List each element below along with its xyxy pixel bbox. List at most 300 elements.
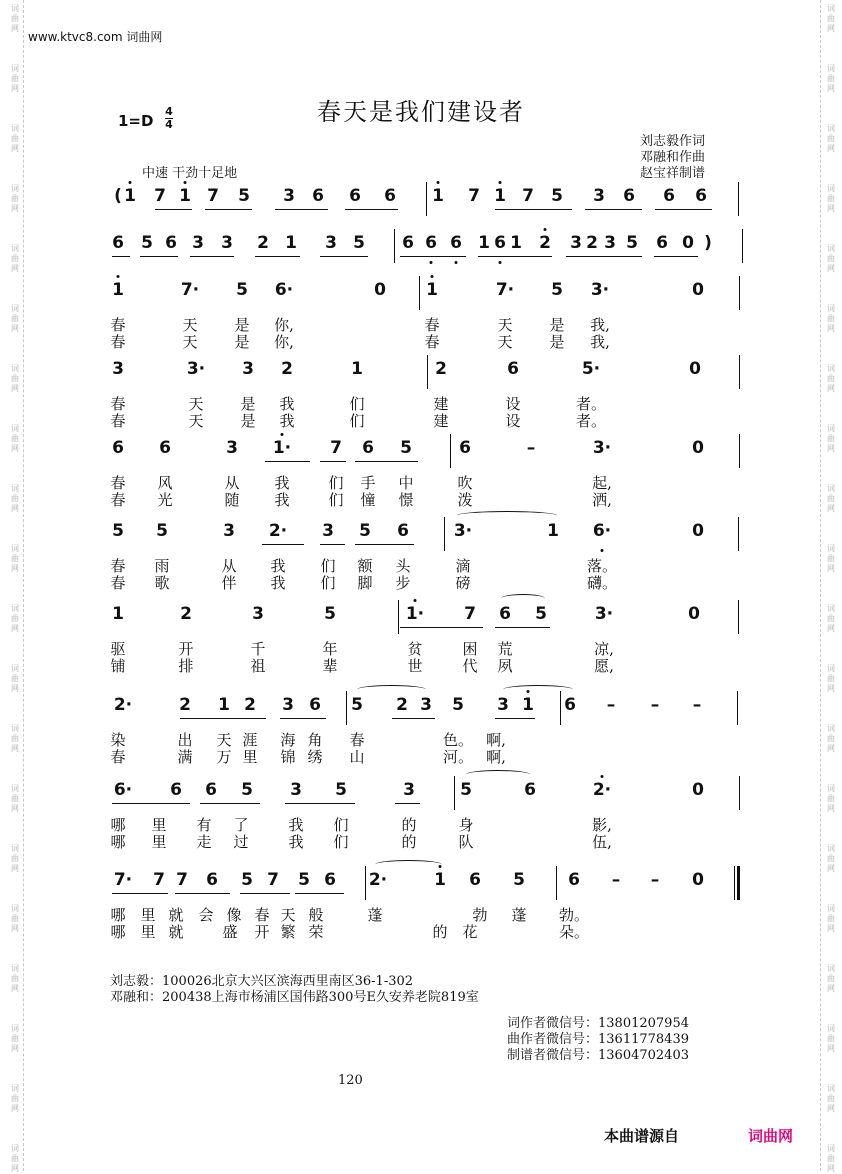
lyric-verse-1: 我 [279,395,295,413]
lyric-verse-2: 歌 [154,574,170,592]
note[interactable]: 6· [592,521,612,541]
note[interactable]: 1 [522,695,534,715]
barline [742,229,743,263]
note[interactable]: 6 [324,870,336,890]
beam-underline [478,256,552,257]
note[interactable]: 5 [238,186,250,206]
beam-underline [655,209,712,210]
beam-underline [280,718,326,719]
watermark-text: 词 曲 网 [11,784,19,813]
note[interactable]: 6 [159,438,171,458]
note[interactable]: 3 [570,233,582,253]
note[interactable]: 3 [112,359,124,379]
lyric-verse-2: 是 [549,333,565,351]
lyric-verse-1: 手 [360,474,376,492]
lyric-verse-2: 愿, [594,657,614,675]
lyric-verse-2: 铺 [110,657,126,675]
note[interactable]: 3 [242,359,254,379]
lyric-verse-2: 们 [349,412,365,430]
note[interactable]: 5 [400,438,412,458]
lyric-verse-2: 你, [274,333,294,351]
lyric-verse-2: 憧 [360,491,376,509]
note[interactable]: 2 [180,604,192,624]
barline [398,600,399,634]
lyric-verse-1: 千 [250,640,266,658]
lyric-verse-2: 我 [270,574,286,592]
note[interactable]: 5 [535,604,547,624]
note[interactable]: 3· [594,604,614,624]
beam-underline [175,893,230,894]
lyric-verse-1: 我 [274,474,290,492]
note[interactable]: 1 [434,870,446,890]
lyric-verse-2: 憬 [398,491,414,509]
note[interactable]: 6 [450,233,462,253]
lyric-verse-1: 染 [110,731,126,749]
note[interactable]: 3 [403,780,415,800]
barline [738,517,739,551]
note[interactable]: 5 [351,695,363,715]
lyric-verse-1: 驱 [110,640,126,658]
note[interactable]: 1 [510,233,522,253]
beam-underline [320,461,346,462]
note[interactable]: 6· [113,780,133,800]
lyric-verse-1: 们 [328,474,344,492]
note[interactable]: 3 [593,186,605,206]
note[interactable]: 3· [590,280,610,300]
lyric-verse-1: 从 [224,474,240,492]
barline [739,355,740,389]
note[interactable]: 5 [298,870,310,890]
lyric-verse-1: 了 [233,816,249,834]
note[interactable]: 5 [241,870,253,890]
lyric-verse-1: 春 [424,316,440,334]
note[interactable]: 0 [374,280,386,300]
lyric-verse-2: 礴。 [586,574,618,592]
barline [739,776,740,810]
lyric-verse-1: 我 [288,816,304,834]
note[interactable]: 0 [682,233,694,253]
note[interactable]: 6 [312,186,324,206]
left-margin-watermark [0,0,30,1171]
lyric-verse-1: 我 [270,557,286,575]
song-title: 春天是我们建设者 [317,98,525,126]
note[interactable]: 6 [425,233,437,253]
lyric-verse-1: 中 [398,474,414,492]
watermark-text: 词 曲 网 [11,424,19,453]
beam-underline [112,803,190,804]
beam-underline [295,893,344,894]
beam-underline [654,256,698,257]
note[interactable]: 5 [335,780,347,800]
note[interactable]: 3 [226,438,238,458]
note[interactable]: – [650,695,660,715]
note[interactable]: 5 [359,521,371,541]
note[interactable]: 7· [180,280,200,300]
composer-wechat: 曲作者微信号：13611778439 [507,1032,689,1047]
octave-low-dot [601,549,604,552]
lyric-verse-2: 们 [333,833,349,851]
lyric-verse-2: 是 [240,412,256,430]
slur [501,594,545,603]
watermark-text: 词 曲 网 [11,1024,19,1053]
beam-underline [320,256,368,257]
note[interactable]: 1 [218,695,230,715]
note[interactable]: 3 [322,521,334,541]
watermark-text: 词 曲 网 [827,124,835,153]
lyric-verse-2: 随 [224,491,240,509]
note[interactable]: 3 [252,604,264,624]
lyric-verse-1: 蓬 [367,906,383,924]
note[interactable]: 6 [205,780,217,800]
note[interactable]: 3 [420,695,432,715]
source-brand-link[interactable]: 词曲网 [748,1127,794,1145]
note[interactable]: 1 [432,186,444,206]
note[interactable]: 1 [351,359,363,379]
lyric-verse-1: 天 [188,395,204,413]
note[interactable]: 7 [330,438,342,458]
watermark-text: 词 曲 网 [827,4,835,33]
lyric-verse-1: 雨 [154,557,170,575]
note[interactable]: 3 [192,233,204,253]
watermark-text: 词 曲 网 [827,604,835,633]
note[interactable]: 1 [547,521,559,541]
note[interactable]: 3 [283,186,295,206]
barline [346,691,347,725]
lyric-verse-1: 风 [157,474,173,492]
lyric-verse-1: 像 [226,906,242,924]
lyric-verse-2: 的 [401,833,417,851]
note[interactable]: 5 [551,186,563,206]
lyric-verse-1: 凉, [594,640,614,658]
note[interactable]: 6 [524,780,536,800]
note[interactable]: 6 [623,186,635,206]
lyric-verse-1: 天 [280,906,296,924]
barline [738,182,739,216]
lyric-verse-1: 春 [349,731,365,749]
lyric-verse-2: 繁 [280,923,296,941]
note[interactable]: 6 [507,359,519,379]
note[interactable]: 2 [539,233,551,253]
lyric-verse-1: 勃。 [558,906,590,924]
note[interactable]: 6 [568,870,580,890]
note[interactable]: 2 [281,359,293,379]
note[interactable]: – [611,870,621,890]
note[interactable]: 5· [581,359,601,379]
note[interactable]: 7 [468,186,480,206]
note[interactable]: 7· [113,870,133,890]
note[interactable]: 1 [112,280,124,300]
note[interactable]: 2· [268,521,288,541]
slur [503,685,573,694]
lyric-verse-1: 落。 [586,557,618,575]
beam-underline [112,256,130,257]
note[interactable]: 0 [692,521,704,541]
watermark-text: 词 曲 网 [11,1084,19,1113]
note[interactable]: 6 [695,186,707,206]
beam-underline [240,893,290,894]
lyric-verse-2: 春 [110,748,126,766]
watermark-text: 词 曲 网 [827,424,835,453]
beam-underline [155,209,192,210]
lyric-verse-2: 夙 [497,657,513,675]
watermark-text: 词 曲 网 [827,1144,835,1173]
barline [427,355,428,389]
watermark-text: 词 曲 网 [827,484,835,513]
note[interactable]: 1· [272,438,292,458]
watermark-text: 词 曲 网 [827,1084,835,1113]
lyric-verse-2: 天 [497,333,513,351]
note[interactable]: 0 [692,870,704,890]
watermark-text: 词 曲 网 [827,1024,835,1053]
barline [739,276,740,310]
note[interactable]: 5 [513,870,525,890]
note[interactable]: – [650,870,660,890]
note[interactable]: 6 [206,870,218,890]
site-url[interactable]: www.ktvc8.com 词曲网 [28,30,163,44]
note[interactable]: 6 [499,604,511,624]
note[interactable]: 1 [426,280,438,300]
note[interactable]: 5 [156,521,168,541]
note[interactable]: – [692,695,702,715]
lyric-verse-1: 的 [401,816,417,834]
note[interactable]: 3 [604,233,616,253]
note[interactable]: 7· [495,280,515,300]
note[interactable]: 3· [186,359,206,379]
note[interactable]: 6 [384,186,396,206]
lyric-verse-2: 就 [168,923,184,941]
lyric-verse-2: 光 [157,491,173,509]
note[interactable]: 2· [592,780,612,800]
note[interactable]: 5 [112,521,124,541]
lyric-verse-2: 朵。 [558,923,590,941]
lyricist-wechat: 词作者微信号：13801207954 [507,1016,689,1031]
note[interactable]: 6 [362,438,374,458]
note[interactable]: 2 [396,695,408,715]
note[interactable]: 5 [626,233,638,253]
note[interactable]: 6 [112,233,124,253]
lyric-verse-2: 的 [432,923,448,941]
octave-high-dot [414,599,417,602]
transcriber-wechat: 制谱者微信号：13604702403 [507,1048,689,1063]
note[interactable]: 6 [469,870,481,890]
note[interactable]: ) [704,233,712,253]
barline [556,866,557,900]
lyric-verse-1: 荒 [497,640,513,658]
watermark-text: 词 曲 网 [11,844,19,873]
octave-low-dot [499,261,502,264]
note[interactable]: 1 [285,233,297,253]
time-signature-bottom: 4 [165,118,173,131]
lyric-verse-2: 走 [196,833,212,851]
octave-high-dot [437,181,440,184]
note[interactable]: 6 [663,186,675,206]
lyric-verse-1: 角 [307,731,323,749]
octave-high-dot [601,775,604,778]
note[interactable]: 6 [309,695,321,715]
note[interactable]: ( [114,186,122,206]
slur [375,860,442,869]
note[interactable]: 7 [464,604,476,624]
beam-underline [345,209,398,210]
final-barline [737,866,740,900]
lyric-verse-2: 洒, [592,491,612,509]
note[interactable]: 7 [176,870,188,890]
note[interactable]: 5 [324,604,336,624]
beam-underline [392,718,435,719]
note[interactable]: 2 [179,695,191,715]
tempo-marking: 中速 干劲十足地 [142,166,238,181]
note[interactable]: 7 [153,870,165,890]
barline [560,691,561,725]
lyric-verse-1: 们 [349,395,365,413]
note[interactable]: 0 [692,438,704,458]
lyric-verse-1: 你, [274,316,294,334]
lyric-verse-1: 是 [549,316,565,334]
watermark-text: 词 曲 网 [827,664,835,693]
note[interactable]: 7 [267,870,279,890]
note[interactable]: 0 [692,780,704,800]
lyric-verse-2: 过 [233,833,249,851]
lyric-verse-2: 我, [590,333,610,351]
lyric-verse-2: 们 [328,491,344,509]
lyric-verse-2: 祖 [250,657,266,675]
slur [357,685,426,694]
watermark-text: 词 曲 网 [827,544,835,573]
lyric-verse-2: 建 [433,412,449,430]
watermark-text: 词 曲 网 [827,964,835,993]
watermark-text: 词 曲 网 [11,964,19,993]
note[interactable]: 1 [478,233,490,253]
note[interactable]: 5 [236,280,248,300]
note[interactable]: 5 [551,280,563,300]
note[interactable]: 6 [170,780,182,800]
note[interactable]: 7 [207,186,219,206]
note[interactable]: 3· [592,438,612,458]
octave-high-dot [431,275,434,278]
lyric-verse-1: 我, [590,316,610,334]
note[interactable]: 0 [688,604,700,624]
note[interactable]: 3 [221,233,233,253]
note[interactable]: 1· [405,604,425,624]
octave-high-dot [281,433,284,436]
lyricist-address: 刘志毅：100026北京大兴区滨海西里南区36-1-302 [110,974,414,989]
note[interactable]: 5 [241,780,253,800]
watermark-text: 词 曲 网 [11,244,19,273]
lyricist-credit: 刘志毅作词 [640,134,706,149]
note[interactable]: 3 [325,233,337,253]
octave-low-dot [455,261,458,264]
beam-underline [395,803,420,804]
lyric-verse-1: 起, [592,474,612,492]
note[interactable]: 6· [274,280,294,300]
note[interactable]: – [606,695,616,715]
note[interactable]: 6 [112,438,124,458]
lyric-verse-1: 吹 [457,474,473,492]
beam-underline [495,718,535,719]
note[interactable]: 5 [353,233,365,253]
lyric-verse-1: 从 [221,557,237,575]
lyric-verse-2: 磅 [455,574,471,592]
lyric-verse-2: 春 [110,491,126,509]
note[interactable]: 6 [402,233,414,253]
beam-underline [495,627,550,628]
barline [737,691,738,725]
note[interactable]: 7 [154,186,166,206]
lyric-verse-2: 啊, [486,748,506,766]
lyric-verse-1: 会 [198,906,214,924]
note[interactable]: 6 [564,695,576,715]
note[interactable]: 1 [179,186,191,206]
note[interactable]: 2· [368,870,388,890]
barline [739,434,740,468]
watermark-text: 词 曲 网 [827,364,835,393]
note[interactable]: 3· [453,521,473,541]
beam-underline [190,256,234,257]
lyric-verse-1: 啊, [486,731,506,749]
note[interactable]: 5 [460,780,472,800]
note[interactable]: 5 [452,695,464,715]
note[interactable]: 6 [494,233,506,253]
lyric-verse-1: 困 [462,640,478,658]
note[interactable]: 6 [656,233,668,253]
watermark-text: 词 曲 网 [11,904,19,933]
note[interactable]: – [526,438,536,458]
note[interactable]: 3 [282,695,294,715]
note[interactable]: 1 [494,186,506,206]
lyric-verse-1: 天 [216,731,232,749]
note[interactable]: 3 [223,521,235,541]
note[interactable]: 2 [244,695,256,715]
note[interactable]: 1 [112,604,124,624]
lyric-verse-2: 盛 [222,923,238,941]
lyric-verse-1: 春 [110,316,126,334]
note[interactable]: 2 [435,359,447,379]
note[interactable]: 6 [349,186,361,206]
note[interactable]: 0 [692,280,704,300]
lyric-verse-1: 们 [333,816,349,834]
lyric-verse-2: 里 [140,923,156,941]
note[interactable]: 6 [165,233,177,253]
barline [734,866,735,900]
credits [640,134,705,182]
watermark-text: 词 曲 网 [11,64,19,93]
note[interactable]: 6 [397,521,409,541]
note[interactable]: 1 [124,186,136,206]
lyric-verse-1: 影, [592,816,612,834]
lyric-verse-2: 步 [395,574,411,592]
note[interactable]: 7 [522,186,534,206]
barline [444,517,445,551]
watermark-text: 词 曲 网 [11,724,19,753]
watermark-text: 词 曲 网 [827,724,835,753]
note[interactable]: 2 [586,233,598,253]
note[interactable]: 2 [257,233,269,253]
lyric-verse-1: 就 [168,906,184,924]
lyric-verse-1: 海 [280,731,296,749]
note[interactable]: 3 [497,695,509,715]
note[interactable]: 6 [459,438,471,458]
barline [365,866,366,900]
watermark-text: 词 曲 网 [11,484,19,513]
note[interactable]: 5 [141,233,153,253]
lyric-verse-2: 锦 [280,748,296,766]
note[interactable]: 2· [113,695,133,715]
lyric-verse-1: 开 [178,640,194,658]
lyric-verse-2: 山 [349,748,365,766]
note[interactable]: 0 [689,359,701,379]
note[interactable]: 3 [290,780,302,800]
lyric-verse-1: 有 [196,816,212,834]
